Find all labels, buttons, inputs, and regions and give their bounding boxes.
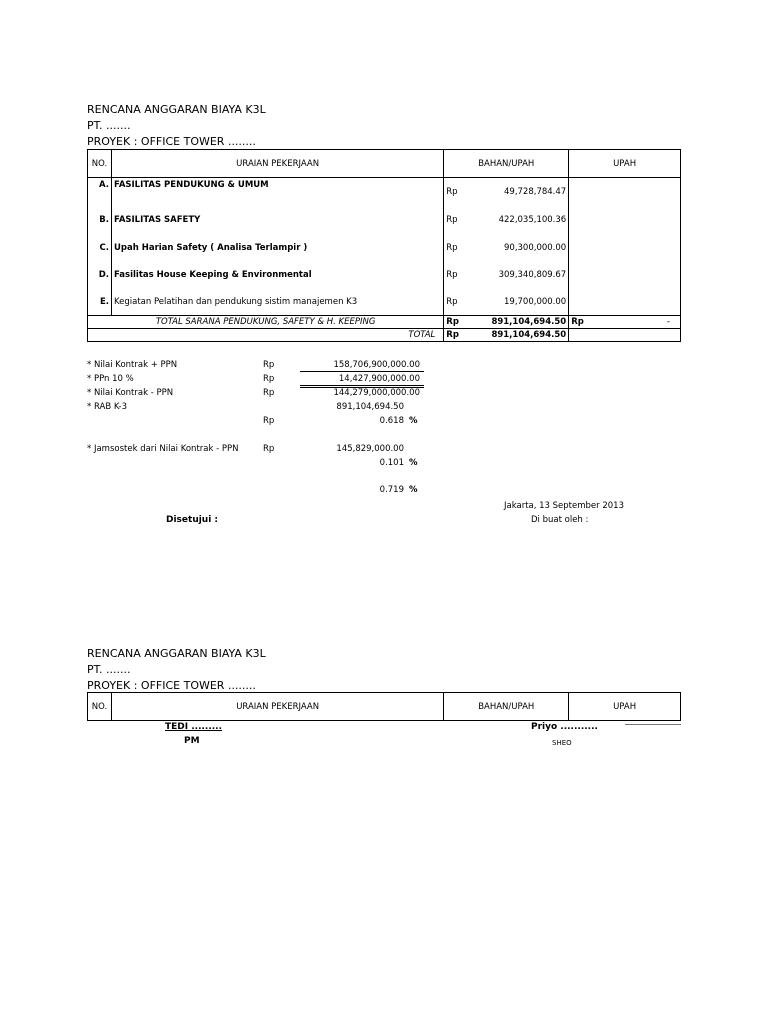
header-uraian: URAIAN PEKERJAAN bbox=[111, 150, 443, 178]
signer-left-role: PM bbox=[184, 736, 200, 746]
row-amount: 19,700,000.00 bbox=[466, 289, 569, 316]
calc-nilai-kontrak-min-ppn-label: * Nilai Kontrak - PPN bbox=[87, 388, 174, 398]
table-row bbox=[88, 262, 681, 289]
row-currency: Rp bbox=[446, 214, 458, 225]
project-name-2: PROYEK : OFFICE TOWER ........ bbox=[87, 679, 256, 692]
row-amount: 49,728,784.47 bbox=[466, 178, 569, 206]
double-underline-top bbox=[300, 385, 424, 386]
header-bahan-upah: BAHAN/UPAH bbox=[444, 150, 569, 178]
row-amount: 422,035,100.36 bbox=[466, 206, 569, 234]
row-uraian: Fasilitas House Keeping & Environmental bbox=[111, 262, 443, 289]
rab-table bbox=[87, 149, 681, 342]
calc-total-pct-value: 0.719 bbox=[379, 485, 404, 495]
company-name-2: PT. ....... bbox=[87, 663, 131, 676]
total-label: TOTAL bbox=[88, 329, 444, 342]
row-no: E. bbox=[88, 289, 112, 316]
calc-ppn-currency: Rp bbox=[263, 374, 275, 384]
project-name: PROYEK : OFFICE TOWER ........ bbox=[87, 135, 256, 148]
calc-nilai-kontrak-ppn-value: 158,706,900,000.00 bbox=[333, 360, 420, 370]
calc-total-pct-unit: % bbox=[409, 485, 418, 495]
header-upah: UPAH bbox=[569, 150, 681, 178]
header-bahan-upah: BAHAN/UPAH bbox=[444, 693, 569, 721]
calc-nilai-kontrak-ppn-currency: Rp bbox=[263, 360, 275, 370]
total-sarana-currency: Rp bbox=[444, 316, 466, 329]
calc-jamsostek-currency: Rp bbox=[263, 444, 275, 454]
total-amount: 891,104,694.50 bbox=[466, 329, 569, 342]
row-uraian: FASILITAS PENDUKUNG & UMUM bbox=[111, 178, 443, 206]
calc-ppn-value: 14,427,900,000.00 bbox=[338, 374, 420, 384]
calc-ppn-label: * PPn 10 % bbox=[87, 374, 134, 384]
row-uraian: Kegiatan Pelatihan dan pendukung sistim manajemen K3 bbox=[111, 289, 443, 316]
row-no: B. bbox=[88, 206, 112, 234]
header-uraian: URAIAN PEKERJAAN bbox=[111, 693, 443, 721]
table-row bbox=[88, 289, 681, 316]
row-no: D. bbox=[88, 262, 112, 289]
calc-rab-label: * RAB K-3 bbox=[87, 402, 128, 412]
row-amount: 90,300,000.00 bbox=[466, 234, 569, 262]
row-uraian: FASILITAS SAFETY bbox=[111, 206, 443, 234]
underline bbox=[300, 371, 424, 372]
table-row bbox=[88, 234, 681, 262]
row-no: C. bbox=[88, 234, 112, 262]
row-currency: Rp bbox=[446, 296, 458, 307]
calc-rab-pct-currency: Rp bbox=[263, 416, 275, 426]
total-row bbox=[88, 329, 681, 342]
calc-jamsostek-pct-value: 0.101 bbox=[379, 458, 404, 468]
calc-jamsostek-value: 145,829,000.00 bbox=[336, 444, 404, 454]
calc-nilai-kontrak-ppn-label: * Nilai Kontrak + PPN bbox=[87, 360, 178, 370]
table-header-row bbox=[88, 150, 681, 178]
doc-title: RENCANA ANGGARAN BIAYA K3L bbox=[87, 103, 266, 116]
calc-rab-value: 891,104,694.50 bbox=[336, 402, 404, 412]
calc-rab-pct-value: 0.618 bbox=[379, 416, 404, 426]
approved-label: Disetujui : bbox=[166, 515, 219, 525]
total-sarana-label: TOTAL SARANA PENDUKUNG, SAFETY & H. KEEPING bbox=[88, 316, 444, 329]
place-date: Jakarta, 13 September 2013 bbox=[504, 501, 624, 511]
row-uraian: Upah Harian Safety ( Analisa Terlampir ) bbox=[111, 234, 443, 262]
header-no: NO. bbox=[88, 693, 112, 721]
row-amount: 309,340,809.67 bbox=[466, 262, 569, 289]
made-by-label: Di buat oleh : bbox=[531, 515, 589, 525]
signer-right-name: Priyo ........... bbox=[531, 722, 598, 732]
calc-rab-pct-unit: % bbox=[409, 416, 418, 426]
row-currency: Rp bbox=[446, 270, 458, 280]
table-row bbox=[88, 178, 681, 206]
company-name: PT. ....... bbox=[87, 119, 131, 132]
calc-jamsostek-pct-unit: % bbox=[409, 458, 418, 468]
total-sarana-amount: 891,104,694.50 bbox=[466, 316, 569, 329]
total-sarana-upah-amount: - bbox=[591, 316, 681, 329]
calc-nilai-kontrak-min-ppn-value: 144,279,000,000.00 bbox=[333, 388, 420, 398]
total-currency: Rp bbox=[444, 329, 466, 342]
header-no: NO. bbox=[88, 150, 112, 178]
table-row bbox=[88, 206, 681, 234]
calc-jamsostek-label: * Jamsostek dari Nilai Kontrak - PPN bbox=[87, 444, 239, 454]
signer-left-name: TEDI ......... bbox=[165, 722, 223, 732]
total-sarana-row bbox=[88, 316, 681, 329]
row-no: A. bbox=[88, 178, 112, 206]
signature-line bbox=[625, 724, 681, 725]
table-header-row bbox=[88, 693, 681, 721]
doc-title-2: RENCANA ANGGARAN BIAYA K3L bbox=[87, 647, 266, 660]
calc-nilai-kontrak-min-ppn-currency: Rp bbox=[263, 388, 275, 398]
rab-table-2 bbox=[87, 692, 681, 721]
total-sarana-upah-currency: Rp bbox=[569, 316, 591, 329]
row-currency: Rp bbox=[446, 186, 458, 197]
row-currency: Rp bbox=[446, 242, 458, 253]
signer-right-role: SHEO bbox=[552, 739, 572, 747]
header-upah: UPAH bbox=[569, 693, 681, 721]
